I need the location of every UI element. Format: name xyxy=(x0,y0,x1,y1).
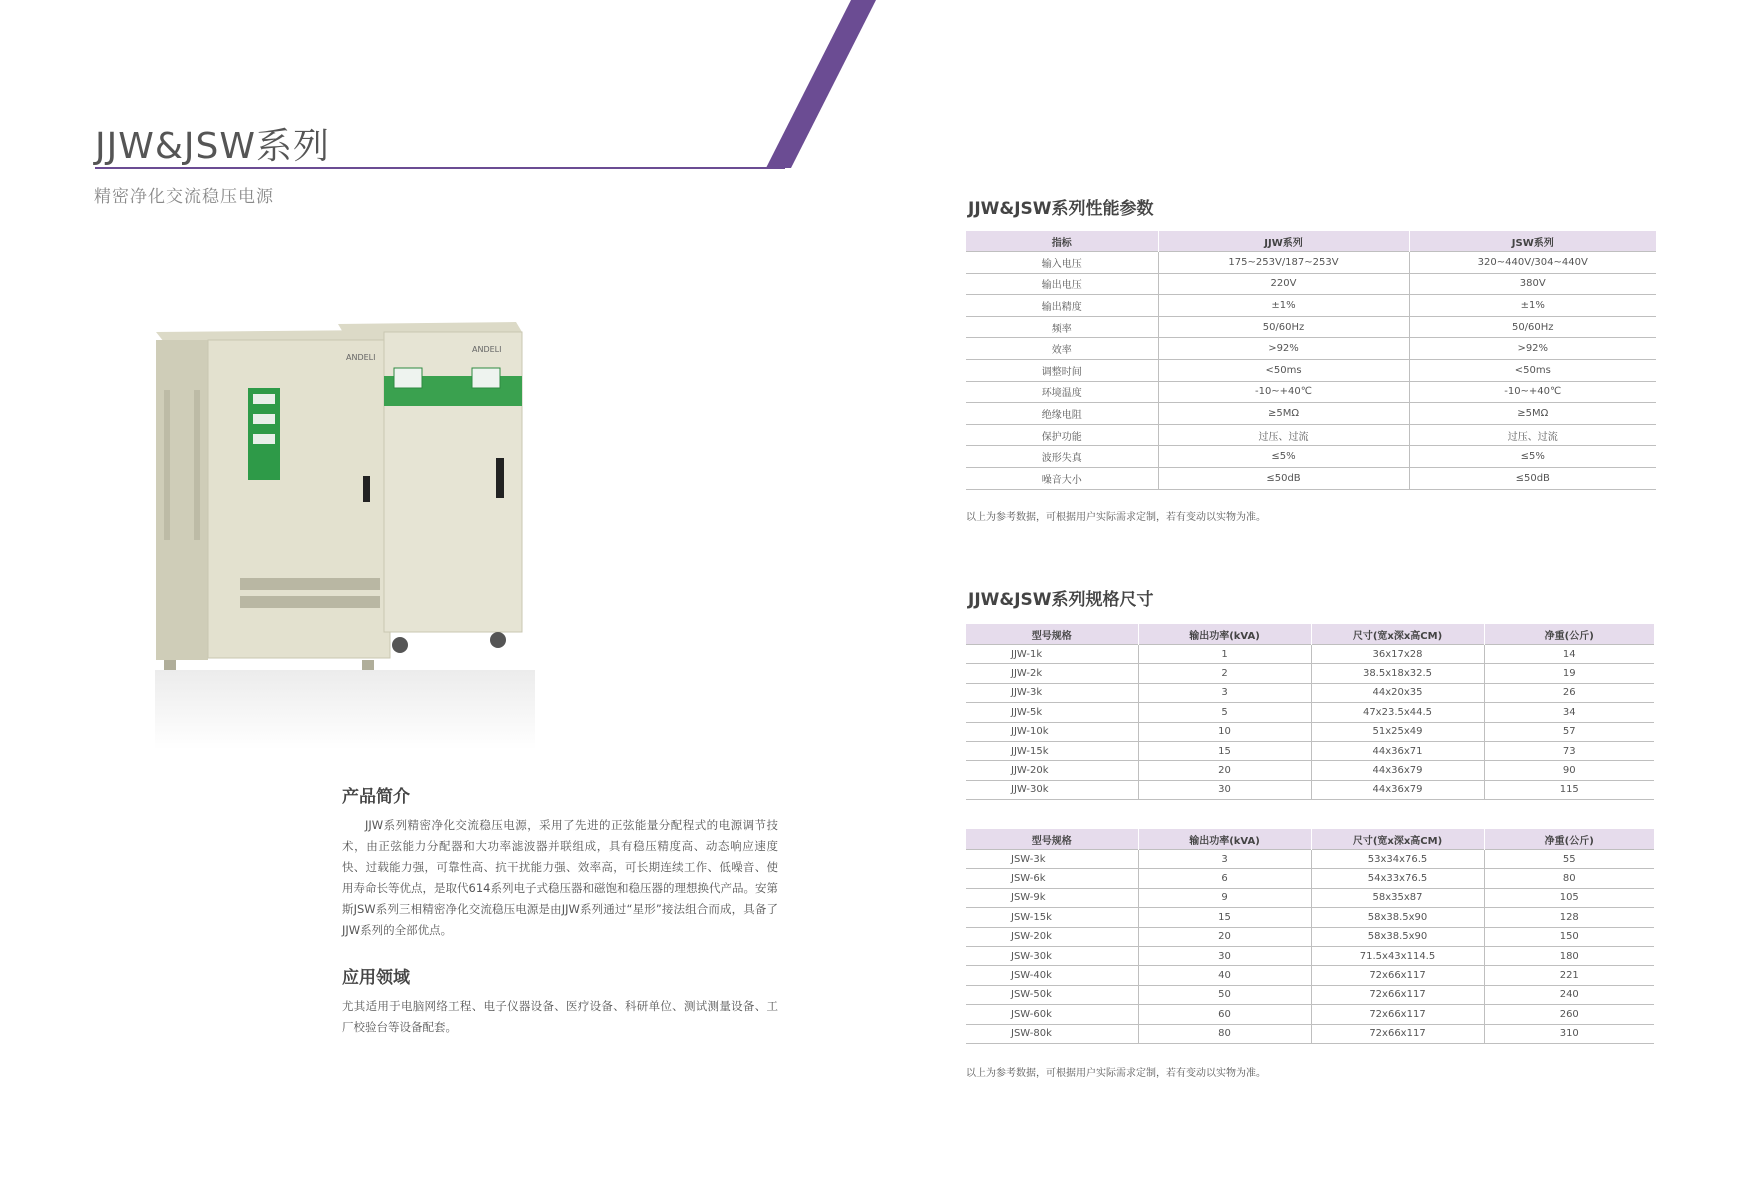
table-cell: 71.5x43x114.5 xyxy=(1311,946,1484,965)
table-cell: 57 xyxy=(1484,722,1654,741)
table-row xyxy=(966,780,1654,799)
table-row xyxy=(966,908,1654,927)
table-cell: 9 xyxy=(1138,888,1311,907)
table-cell: 260 xyxy=(1484,1005,1654,1024)
table-row xyxy=(966,683,1654,702)
table-row xyxy=(966,741,1654,760)
table-row xyxy=(966,888,1654,907)
table-cell: 频率 xyxy=(966,316,1158,338)
table-cell: JSW-3k xyxy=(966,850,1138,869)
table-row xyxy=(966,664,1654,683)
table-cell: 20 xyxy=(1138,927,1311,946)
table-cell: ±1% xyxy=(1158,295,1409,317)
table-row xyxy=(966,1005,1654,1024)
table-cell: 72x66x117 xyxy=(1311,1024,1484,1043)
table-cell: JJW-15k xyxy=(966,741,1138,760)
table-cell: 115 xyxy=(1484,780,1654,799)
table-cell: 过压、过流 xyxy=(1409,424,1656,446)
table-cell: ≤5% xyxy=(1409,446,1656,468)
table-cell: 175~253V/187~253V xyxy=(1158,252,1409,274)
table-row xyxy=(966,985,1654,1004)
table-cell: <50ms xyxy=(1158,359,1409,381)
header-cell: 尺寸(宽x深x高CM) xyxy=(1311,624,1484,645)
table-row xyxy=(966,722,1654,741)
table-cell: ±1% xyxy=(1409,295,1656,317)
table-cell: JJW-30k xyxy=(966,780,1138,799)
table-cell: JJW-1k xyxy=(966,645,1138,664)
table-row xyxy=(966,703,1654,722)
table-cell: 54x33x76.5 xyxy=(1311,869,1484,888)
applications-paragraph: 尤其适用于电脑网络工程、电子仪器设备、医疗设备、科研单位、测试测量设备、工厂校验台等设备配套。 xyxy=(342,999,778,1034)
table-cell: 90 xyxy=(1484,761,1654,780)
table-cell: 3 xyxy=(1138,850,1311,869)
spec-table-jsw-body xyxy=(966,850,1654,1044)
cabinet-left xyxy=(156,330,390,670)
table-cell: 30 xyxy=(1138,780,1311,799)
table-cell: 5 xyxy=(1138,703,1311,722)
table-cell: 105 xyxy=(1484,888,1654,907)
table-cell: 输出精度 xyxy=(966,295,1158,317)
table-cell: 221 xyxy=(1484,966,1654,985)
table-cell: 50 xyxy=(1138,985,1311,1004)
table-cell: 72x66x117 xyxy=(1311,1005,1484,1024)
table-cell: 1 xyxy=(1138,645,1311,664)
table-cell: 36x17x28 xyxy=(1311,645,1484,664)
brand-mark-left: ANDELI xyxy=(346,353,376,362)
table-cell: 6 xyxy=(1138,869,1311,888)
table-cell: JSW-60k xyxy=(966,1005,1138,1024)
table-cell: 38.5x18x32.5 xyxy=(1311,664,1484,683)
table-cell: JSW-50k xyxy=(966,985,1138,1004)
table-cell: JJW-3k xyxy=(966,683,1138,702)
table-cell: ≥5MΩ xyxy=(1409,403,1656,425)
page-title: JJW&JSW系列 xyxy=(95,126,330,167)
table-cell: 34 xyxy=(1484,703,1654,722)
header-cell: 净重(公斤) xyxy=(1484,624,1654,645)
header-cell: 净重(公斤) xyxy=(1484,829,1654,850)
table-row xyxy=(966,381,1656,403)
header-cell: 尺寸(宽x深x高CM) xyxy=(1311,829,1484,850)
table-cell: 58x35x87 xyxy=(1311,888,1484,907)
table-row xyxy=(966,850,1654,869)
table-cell: 72x66x117 xyxy=(1311,966,1484,985)
table-cell: 14 xyxy=(1484,645,1654,664)
table-cell: 10 xyxy=(1138,722,1311,741)
intro-paragraph: JJW系列精密净化交流稳压电源，采用了先进的正弦能量分配程式的电源调节技术，由正弦能力分配器和大功率滤波器并联组成，具有稳压精度高、动态响应速度快、过载能力强，可靠性高、抗干扰能力强、效率高，可长期连续工作、低噪音、使用寿命长等优点，是取代614系列电子式稳压器和磁饱和稳压器的理想换代产品。安第斯JSW系列三相精密净化交流稳压电源是由JJW系列通过“星形”接法组合而成，具备了JJW系列的全部优点。 xyxy=(342,818,778,937)
table-cell: 180 xyxy=(1484,946,1654,965)
table-cell: 220V xyxy=(1158,273,1409,295)
table-cell: 40 xyxy=(1138,966,1311,985)
table-cell: ≤5% xyxy=(1158,446,1409,468)
table-cell: >92% xyxy=(1158,338,1409,360)
table-cell: 58x38.5x90 xyxy=(1311,908,1484,927)
table-cell: 44x36x71 xyxy=(1311,741,1484,760)
table-cell: 58x38.5x90 xyxy=(1311,927,1484,946)
table-cell: 20 xyxy=(1138,761,1311,780)
table-cell: ≥5MΩ xyxy=(1158,403,1409,425)
table-row xyxy=(966,446,1656,468)
table-cell: 44x20x35 xyxy=(1311,683,1484,702)
performance-table-title: JJW&JSW系列性能参数 xyxy=(968,199,1154,219)
header-decoration xyxy=(0,0,1742,200)
header-cell: 输出功率(kVA) xyxy=(1138,829,1311,850)
product-image xyxy=(150,310,550,760)
intro-heading: 产品简介 xyxy=(342,787,410,807)
table-cell: 波形失真 xyxy=(966,446,1158,468)
table-cell: 噪音大小 xyxy=(966,467,1158,489)
table-cell: JJW-10k xyxy=(966,722,1138,741)
table-row xyxy=(966,761,1654,780)
spec-table-jjw-body xyxy=(966,645,1654,800)
table-cell: 15 xyxy=(1138,908,1311,927)
table-cell: 效率 xyxy=(966,338,1158,360)
performance-note: 以上为参考数据，可根据用户实际需求定制，若有变动以实物为准。 xyxy=(966,512,1266,523)
table-cell: ≤50dB xyxy=(1158,467,1409,489)
brand-mark-right: ANDELI xyxy=(472,345,502,354)
table-cell: JSW-6k xyxy=(966,869,1138,888)
table-header-row xyxy=(966,624,1654,645)
table-cell: 72x66x117 xyxy=(1311,985,1484,1004)
table-cell: 50/60Hz xyxy=(1158,316,1409,338)
table-cell: 47x23.5x44.5 xyxy=(1311,703,1484,722)
table-row xyxy=(966,338,1656,360)
spec-table-title: JJW&JSW系列规格尺寸 xyxy=(968,590,1154,610)
spec-table-jsw xyxy=(966,829,1654,1044)
spec-table-jjw xyxy=(966,624,1654,800)
performance-table xyxy=(966,231,1656,490)
table-row xyxy=(966,927,1654,946)
table-cell: JSW-20k xyxy=(966,927,1138,946)
table-cell: 调整时间 xyxy=(966,359,1158,381)
table-cell: 50/60Hz xyxy=(1409,316,1656,338)
header-cell: 型号规格 xyxy=(966,829,1138,850)
page-subtitle: 精密净化交流稳压电源 xyxy=(94,187,274,207)
table-cell: 80 xyxy=(1484,869,1654,888)
header-cell: 输出功率(kVA) xyxy=(1138,624,1311,645)
table-row xyxy=(966,252,1656,274)
table-cell: 80 xyxy=(1138,1024,1311,1043)
table-row xyxy=(966,946,1654,965)
table-cell: 44x36x79 xyxy=(1311,780,1484,799)
table-header-row xyxy=(966,231,1656,252)
header-cell: JJW系列 xyxy=(1158,231,1409,252)
table-cell: 128 xyxy=(1484,908,1654,927)
table-cell: 2 xyxy=(1138,664,1311,683)
table-cell: 44x36x79 xyxy=(1311,761,1484,780)
table-header-row xyxy=(966,829,1654,850)
table-cell: 26 xyxy=(1484,683,1654,702)
header-cell: 型号规格 xyxy=(966,624,1138,645)
table-row xyxy=(966,424,1656,446)
table-row xyxy=(966,273,1656,295)
table-cell: 环境温度 xyxy=(966,381,1158,403)
table-cell: 绝缘电阻 xyxy=(966,403,1158,425)
table-cell: 73 xyxy=(1484,741,1654,760)
table-row xyxy=(966,966,1654,985)
table-cell: -10~+40℃ xyxy=(1158,381,1409,403)
table-cell: JSW-40k xyxy=(966,966,1138,985)
table-cell: 19 xyxy=(1484,664,1654,683)
table-row xyxy=(966,869,1654,888)
table-cell: 15 xyxy=(1138,741,1311,760)
table-cell: JSW-30k xyxy=(966,946,1138,965)
spec-note: 以上为参考数据，可根据用户实际需求定制，若有变动以实物为准。 xyxy=(966,1068,1266,1079)
table-cell: -10~+40℃ xyxy=(1409,381,1656,403)
header-cell: 指标 xyxy=(966,231,1158,252)
table-cell: 51x25x49 xyxy=(1311,722,1484,741)
table-cell: 3 xyxy=(1138,683,1311,702)
table-cell: 保护功能 xyxy=(966,424,1158,446)
table-cell: JSW-9k xyxy=(966,888,1138,907)
table-cell: JSW-80k xyxy=(966,1024,1138,1043)
table-row xyxy=(966,316,1656,338)
table-cell: 310 xyxy=(1484,1024,1654,1043)
table-cell: 320~440V/304~440V xyxy=(1409,252,1656,274)
table-cell: >92% xyxy=(1409,338,1656,360)
table-cell: 55 xyxy=(1484,850,1654,869)
table-row xyxy=(966,359,1656,381)
table-cell: JJW-2k xyxy=(966,664,1138,683)
table-cell: <50ms xyxy=(1409,359,1656,381)
table-cell: 380V xyxy=(1409,273,1656,295)
table-cell: 过压、过流 xyxy=(1158,424,1409,446)
applications-heading: 应用领域 xyxy=(342,968,410,988)
table-row xyxy=(966,403,1656,425)
table-cell: 30 xyxy=(1138,946,1311,965)
table-row xyxy=(966,1024,1654,1043)
table-cell: 60 xyxy=(1138,1005,1311,1024)
header-cell: JSW系列 xyxy=(1409,231,1656,252)
table-cell: 53x34x76.5 xyxy=(1311,850,1484,869)
table-cell: ≤50dB xyxy=(1409,467,1656,489)
table-cell: 150 xyxy=(1484,927,1654,946)
table-cell: JJW-5k xyxy=(966,703,1138,722)
table-cell: JSW-15k xyxy=(966,908,1138,927)
table-row xyxy=(966,295,1656,317)
table-row xyxy=(966,645,1654,664)
table-row xyxy=(966,467,1656,489)
table-cell: 输出电压 xyxy=(966,273,1158,295)
table-cell: 输入电压 xyxy=(966,252,1158,274)
table-cell: JJW-20k xyxy=(966,761,1138,780)
performance-table-body xyxy=(966,252,1656,490)
table-cell: 240 xyxy=(1484,985,1654,1004)
purple-diagonal-stripe xyxy=(766,0,876,168)
